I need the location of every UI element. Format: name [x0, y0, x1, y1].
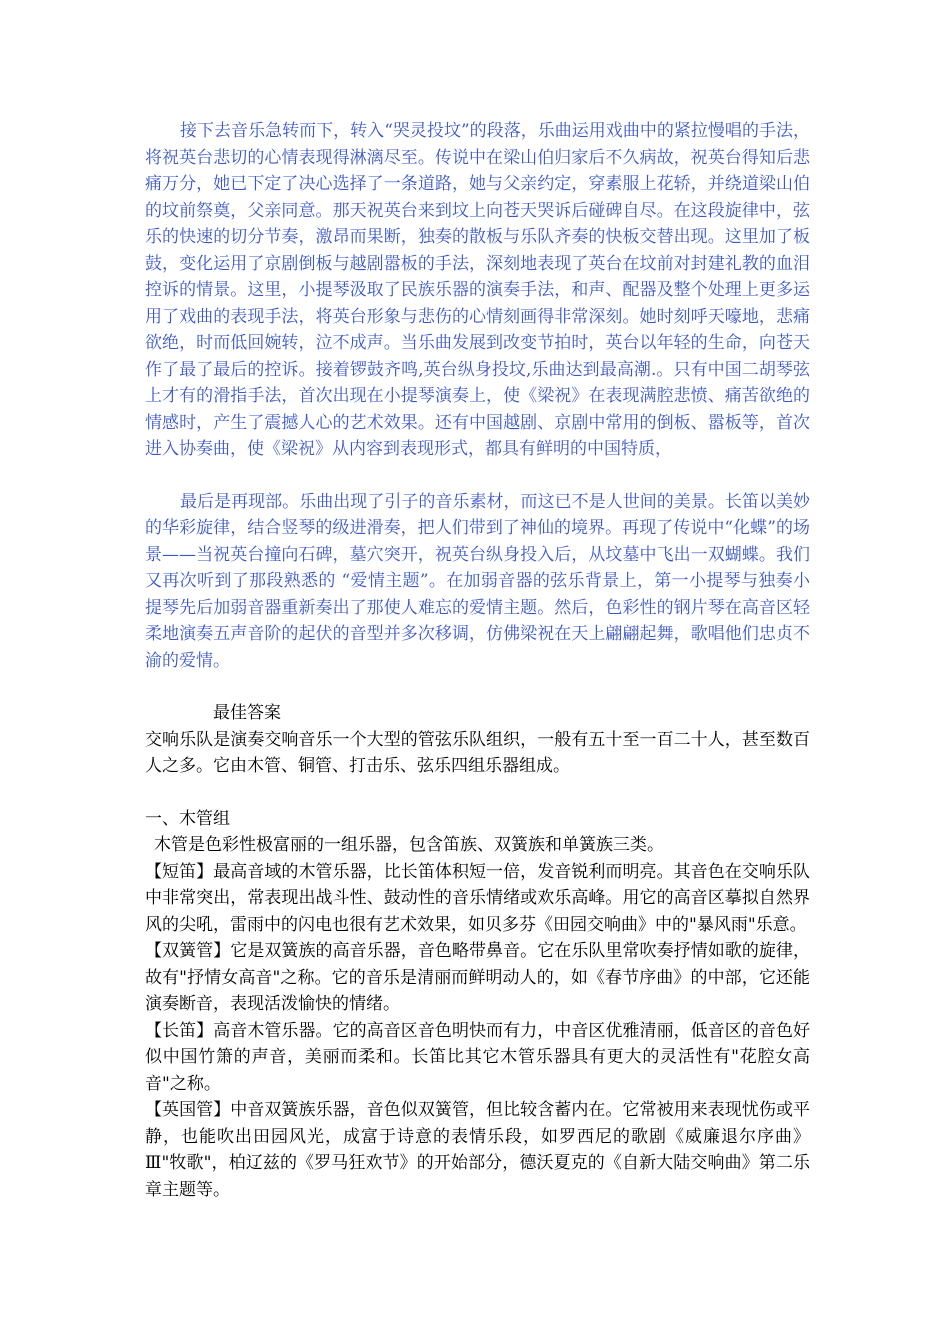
woodwind-intro: 木管是色彩性极富丽的一组乐器，包含笛族、双簧族和单簧族三类。 — [154, 835, 664, 855]
document-page — [145, 118, 810, 1203]
orchestra-intro: 交响乐队是演奏交响音乐一个大型的管弦乐队组织，一般有五十至一百二十人，甚至数百人之多。它由木管、铜管、打击乐、弦乐四组乐器组成。 — [145, 729, 810, 776]
instrument-oboe: 【双簧管】它是双簧族的高音乐器，音色略带鼻音。它在乐队里常吹奏抒情如歌的旋律，故有"抒情女高音"之称。它的音乐是清丽而鲜明动人的，如《春节序曲》的中部，它还能演奏断音，表现活泼愉快的情绪。 — [145, 941, 810, 1014]
instrument-flute: 【长笛】高音木管乐器。它的高音区音色明快而有力，中音区优雅清丽，低音区的音色好似中国竹箫的声音，美丽而柔和。长笛比其它木管乐器具有更大的灵活性有"花腔女高音"之称。 — [145, 1020, 810, 1094]
best-answer-title: 最佳答案 — [213, 703, 281, 723]
paragraph-gap — [145, 463, 810, 489]
instrument-piccolo: 【短笛】最高音域的木管乐器，比长笛体积短一倍，发音锐利而明亮。其音色在交响乐队中非常突出，常表现出战斗性、鼓动性的音乐情绪或欢乐高峰。用它的高音区摹拟自然界风的尖吼，雷雨中的闪电也很有艺术效果，如贝多芬《田园交响曲》中的"暴风雨"乐意。 — [145, 861, 810, 935]
paragraph-gap — [145, 780, 810, 806]
paragraph-gap — [145, 674, 810, 700]
woodwind-heading: 一、木管组 — [145, 808, 230, 829]
narrative-paragraph-2: 最后是再现部。乐曲出现了引子的音乐素材，而这已不是人世间的美景。长笛以美妙的华彩旋律，结合竖琴的级进滑奏，把人们带到了神仙的境界。再现了传说中“化蝶”的场景——当祝英台撞向石碑，墓穴突开，祝英台纵身投入后，从坟墓中飞出一双蝴蝶。我们又再次听到了那段熟悉的 “爱情主题”。在加弱音器的弦乐背景上，第一小提琴与独奏小提琴先后加弱音器重新奏出了那使人难忘的爱情主题。然后，色彩性的钢片琴在高音区轻柔地演奏五声音阶的起伏的音型并多次移调，仿佛梁祝在天上翩翩起舞，歌唱他们忠贞不渝的爱情。 — [145, 491, 810, 671]
narrative-paragraph-1: 接下去音乐急转而下，转入“哭灵投坟”的段落，乐曲运用戏曲中的紧拉慢唱的手法，将祝英台悲切的心情表现得淋漓尽至。传说中在梁山伯归家后不久病故，祝英台得知后悲痛万分，她已下定了决心选择了一条道路，她与父亲约定，穿素服上花轿，并绕道梁山伯的坟前祭奠，父亲同意。那天祝英台来到坟上向苍天哭诉后碰碑自尽。在这段旋律中，弦乐的快速的切分节奏，激昂而果断，独奏的散板与乐队齐奏的快板交替出现。这里加了板鼓，变化运用了京剧倒板与越剧嚣板的手法，深刻地表现了英台在坟前对封建礼教的血泪控诉的情景。这里，小提琴汲取了民族乐器的演奏手法，和声、配器及整个处理上更多运用了戏曲的表现手法，将英台形象与悲伤的心情刻画得非常深刻。她时刻呼天嚎地，悲痛欲绝，时而低回婉转，泣不成声。当乐曲发展到改变节拍时，英台以年轻的生命，向苍天作了最了最后的控诉。接着锣鼓齐鸣,英台纵身投坟,乐曲达到最高潮.。只有中国二胡琴弦上才有的滑指手法，首次出现在小提琴演奏上，使《梁祝》在表现满腔悲愤、痛苦欲绝的情感时，产生了震撼人心的艺术效果。还有中国越剧、京剧中常用的倒板、嚣板等，首次进入协奏曲，使《梁祝》从内容到表现形式，都具有鲜明的中国特质， — [145, 121, 810, 459]
instrument-english-horn: 【英国管】中音双簧族乐器，音色似双簧管，但比较含蓄内在。它常被用来表现忧伤或平静，也能吹出田园风光，成富于诗意的表情乐段，如罗西尼的歌剧《威廉退尔序曲》Ⅲ"牧歌"，柏辽兹的《罗马狂欢节》的开始部分，德沃夏克的《自新大陆交响曲》第二乐章主题等。 — [145, 1100, 810, 1200]
